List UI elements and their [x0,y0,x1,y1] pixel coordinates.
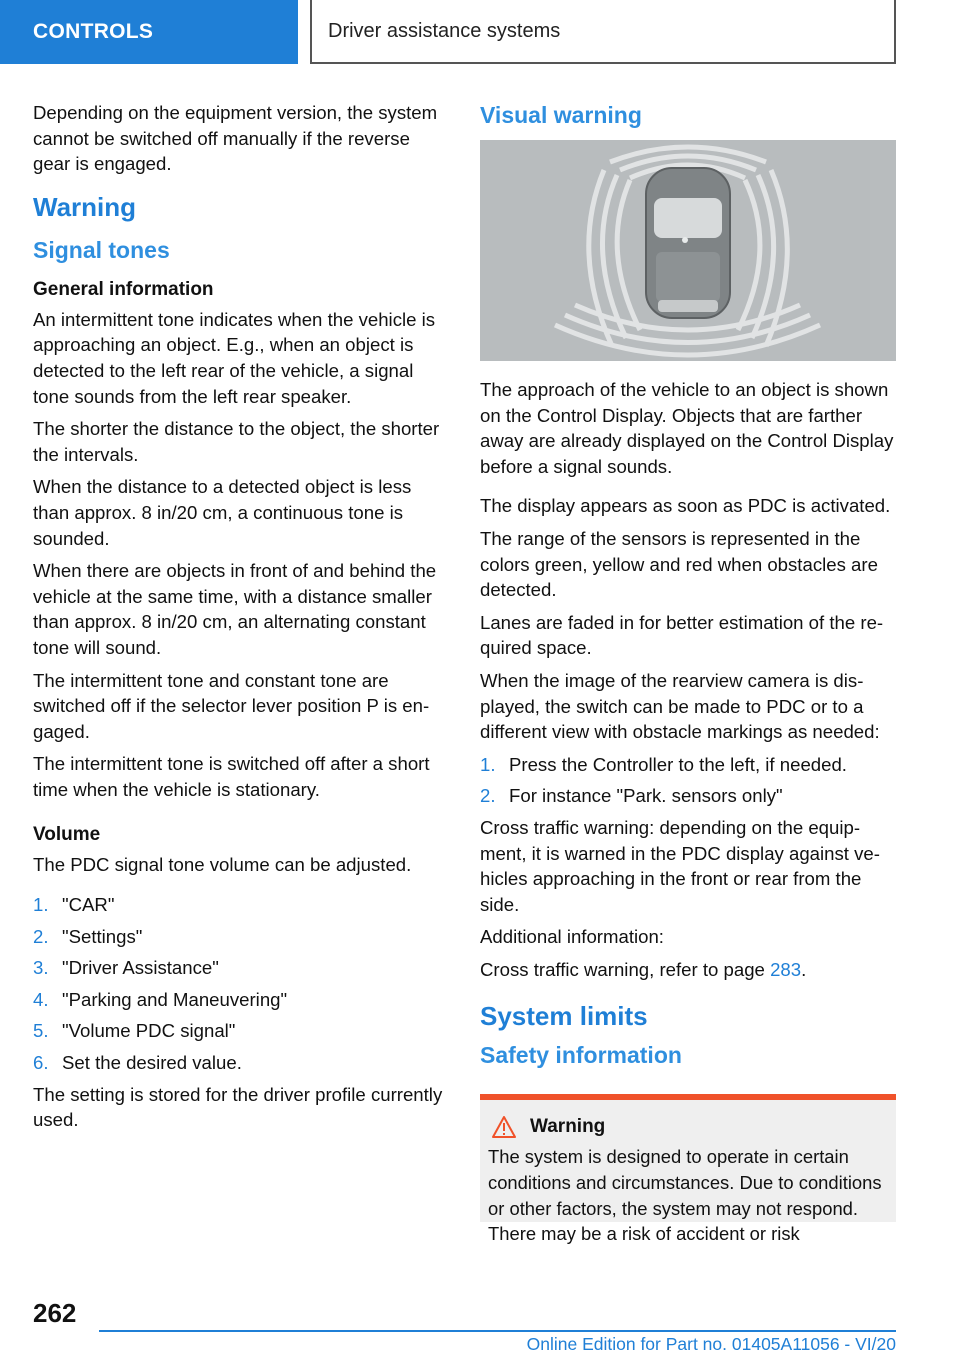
footer-rule [99,1330,896,1332]
list-item [33,955,449,981]
section-tab [0,0,298,64]
step-number: 4. [33,988,49,1010]
paragraph: The shorter the distance to the object, the shorter the intervals. [33,418,440,465]
paragraph: The approach of the vehicle to an object is shown on the Control Display. Objects that are farther away are already displayed on the Control Display before a signal sounds. [480,379,894,477]
list-item [480,783,896,809]
warning-triangle-icon [492,1116,516,1138]
paragraph: When the image of the rearview camera is displayed, the switch can be made to PDC or to a different view with obstacle markings as needed: [480,669,880,743]
step-number: 1. [480,753,496,775]
step-text: "Driver Assistance" [62,957,219,979]
warning-text: The system is designed to operate in certain conditions and circumstances. Due to conditions or other factors, the system may not respond. There may be a risk of accident or risk [488,1146,882,1245]
paragraph: Additional information: [480,926,664,948]
step-text: "Settings" [62,925,143,947]
volume-steps-list [33,892,449,1076]
chapter-title: Driver assistance systems [328,19,561,42]
paragraph: The intermittent tone and constant tone are switched off if the selector lever position P is engaged. [33,669,430,742]
paragraph: The PDC signal tone volume can be adjusted. [33,854,412,876]
warning-header [488,1116,888,1138]
heading-warning: Warning [33,191,137,222]
intro-paragraph: Depending on the equipment version, the system cannot be switched off manually if the reverse gear is engaged. [33,102,438,175]
list-item [33,1050,449,1076]
step-text: "Volume PDC signal" [62,1020,236,1042]
left-column [33,100,449,1140]
cross-reference-paragraph [480,957,896,983]
list-item [33,924,449,950]
step-text: For instance "Park. sensors only" [509,785,783,807]
paragraph: When there are objects in front of and behind the vehicle at the same time, with a distance smaller than approx. 8 in/20 cm, an alternating constant tone will sound. [33,560,437,658]
paragraph: The setting is stored for the driver profile currently used. [33,1083,443,1131]
list-item [33,892,449,918]
step-number: 5. [33,1020,49,1042]
heading-volume: Volume [33,824,101,846]
heading-visual-warning: Visual warning [480,102,642,128]
reference-suffix: . [801,958,807,980]
display-steps-list [480,752,896,809]
paragraph: The range of the sensors is represented in the colors green, yellow and red when obstacles are detected. [480,527,878,601]
heading-safety-information: Safety information [480,1042,682,1069]
step-text: "Parking and Maneuvering" [62,988,288,1010]
step-text: Press the Controller to the left, if needed. [509,753,847,775]
right-column [480,100,896,1245]
edition-info: Online Edition for Part no. 01405A11056 - VI/20 [526,1334,896,1354]
paragraph: When the distance to a detected object is less than approx. 8 in/20 cm, a continuous tone is sounded. [33,476,412,549]
step-number: 1. [33,894,49,916]
pdc-display-illustration [480,140,896,361]
step-number: 2. [480,785,496,807]
paragraph: The display appears as soon as PDC is activated. [480,495,891,517]
heading-system-limits: System limits [480,1001,648,1032]
step-text: "CAR" [62,894,115,916]
paragraph: Lanes are faded in for better estimation of the required space. [480,611,884,659]
step-number: 2. [33,925,49,947]
warning-box [480,1100,896,1245]
list-item [33,987,449,1013]
paragraph: The intermittent tone is switched off after a short time when the vehicle is stationary. [33,753,430,800]
heading-signal-tones: Signal tones [33,236,170,263]
page-number: 262 [33,1298,77,1328]
step-number: 6. [33,1052,49,1074]
car-icon [646,168,730,318]
page-reference-link[interactable]: 283 [770,958,802,980]
paragraph: An intermittent tone indicates when the vehicle is approaching an object. E.g., when an object is detected to the left rear of the vehicle, a signal tone sounds from the left rear speaker. [33,308,436,407]
list-item [33,1018,449,1044]
reference-text: Cross traffic warning, refer to page [480,958,771,980]
warning-title: Warning [530,1116,606,1138]
chapter-header [310,0,896,64]
section-label: CONTROLS [33,20,154,43]
step-text: Set the desired value. [62,1052,242,1074]
step-number: 3. [33,957,49,979]
list-item [480,752,896,778]
paragraph: Cross traffic warning: depending on the equipment, it is warned in the PDC display against vehicles approaching in the front or rear from the side. [480,816,880,915]
heading-general-information: General information [33,278,214,300]
